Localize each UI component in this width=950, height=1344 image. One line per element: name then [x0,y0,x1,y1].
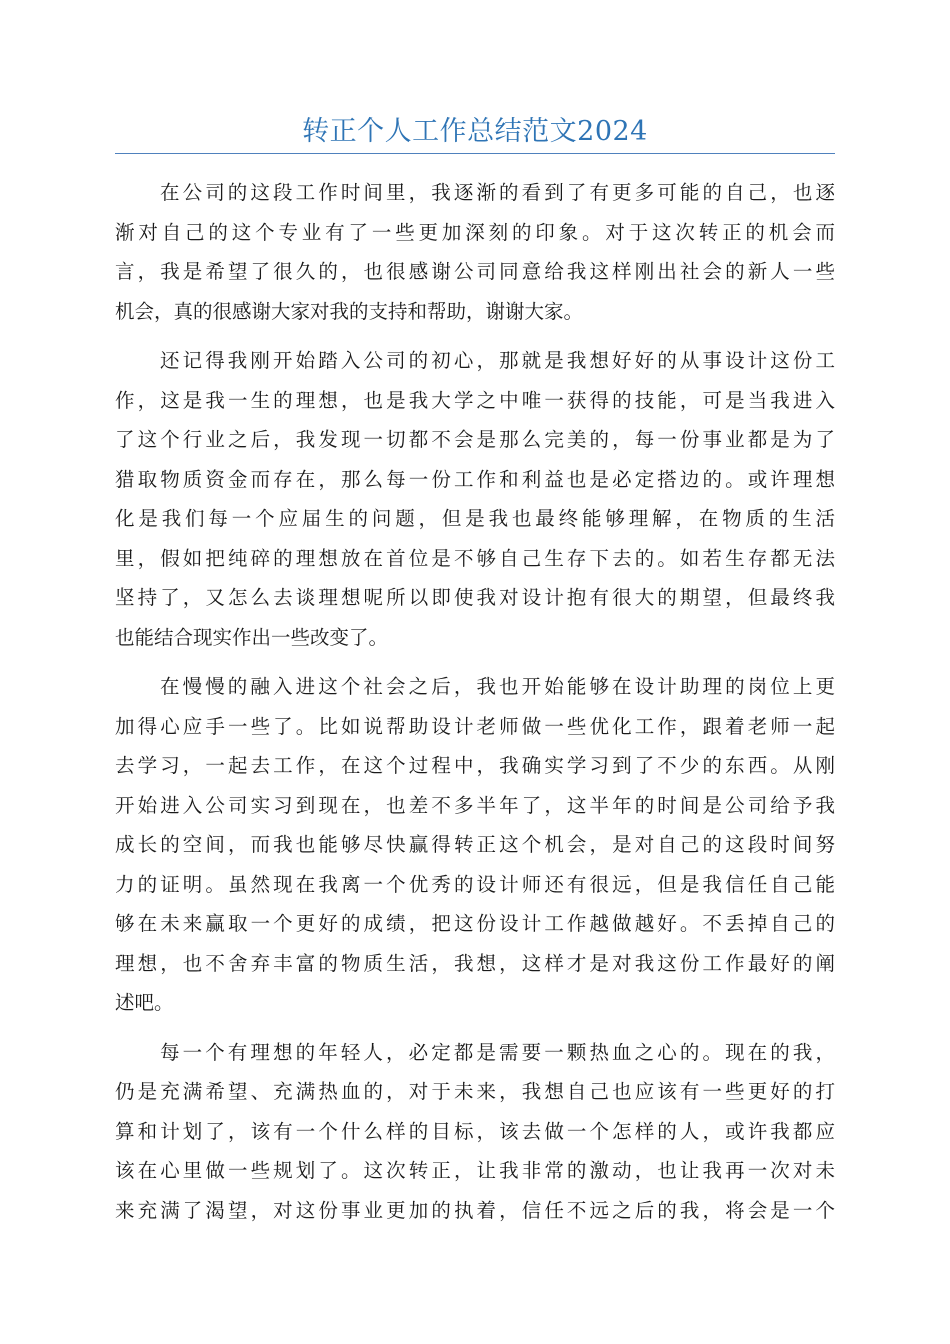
paragraph-line: 作，这是我一生的理想，也是我大学之中唯一获得的技能，可是当我进入 [115,388,835,412]
paragraph-line: 还记得我刚开始踏入公司的初心，那就是我想好好的从事设计这份工 [160,349,835,372]
paragraph-4 [115,1033,835,1231]
title-underline [115,153,835,154]
paragraph-line: 够在未来赢取一个更好的成绩，把这份设计工作越做越好。不丢掉自己的 [115,912,835,935]
paragraph-line: 机会，真的很感谢大家对我的支持和帮助，谢谢大家。 [115,299,584,323]
paragraph-line: 来充满了渴望，对这份事业更加的执着，信任不远之后的我，将会是一个 [115,1198,835,1222]
paragraph-3 [115,667,835,1023]
paragraph-line: 猎取物质资金而存在，那么每一份工作和利益也是必定搭边的。或许理想 [115,467,835,491]
paragraph-line: 每一个有理想的年轻人，必定都是需要一颗热血之心的。现在的我， [160,1040,835,1064]
document-title: 转正个人工作总结范文2024 [302,116,648,147]
paragraph-line: 成长的空间，而我也能够尽快赢得转正这个机会，是对自己的这段时间努 [115,833,835,856]
document-body [115,173,835,1240]
paragraph-line: 里，假如把纯碎的理想放在首位是不够自己生存下去的。如若生存都无法 [115,546,835,570]
paragraph-line: 在公司的这段工作时间里，我逐渐的看到了有更多可能的自己，也逐 [160,181,835,204]
paragraph-line: 言，我是希望了很久的，也很感谢公司同意给我这样刚出社会的新人一些 [115,260,835,283]
paragraph-line: 在慢慢的融入进这个社会之后，我也开始能够在设计助理的岗位上更 [160,675,835,698]
paragraph-line: 渐对自己的这个专业有了一些更加深刻的印象。对于这次转正的机会而 [115,220,835,244]
paragraph-line: 开始进入公司实习到现在，也差不多半年了，这半年的时间是公司给予我 [115,793,835,817]
paragraph-1 [115,173,835,331]
paragraph-line: 述吧。 [115,991,174,1014]
paragraph-line: 该在心里做一些规划了。这次转正，让我非常的激动，也让我再一次对未 [115,1159,835,1182]
paragraph-2 [115,341,835,657]
paragraph-line: 去学习，一起去工作，在这个过程中，我确实学习到了不少的东西。从刚 [115,754,835,777]
paragraph-line: 力的证明。虽然现在我离一个优秀的设计师还有很远，但是我信任自己能 [115,872,835,896]
paragraph-line: 理想，也不舍弃丰富的物质生活，我想，这样才是对我这份工作最好的阐 [115,951,835,975]
paragraph-line: 坚持了，又怎么去谈理想呢所以即使我对设计抱有很大的期望，但最终我 [115,586,835,609]
paragraph-line: 加得心应手一些了。比如说帮助设计老师做一些优化工作，跟着老师一起 [115,714,835,738]
paragraph-line: 了这个行业之后，我发现一切都不会是那么完美的，每一份事业都是为了 [115,428,835,451]
paragraph-line: 仍是充满希望、充满热血的，对于未来，我想自己也应该有一些更好的打 [115,1080,835,1103]
paragraph-line: 化是我们每一个应届生的问题，但是我也最终能够理解，在物质的生活 [115,507,835,530]
paragraph-line: 也能结合现实作出一些改变了。 [115,625,389,649]
paragraph-line: 算和计划了，该有一个什么样的目标，该去做一个怎样的人，或许我都应 [115,1119,835,1143]
